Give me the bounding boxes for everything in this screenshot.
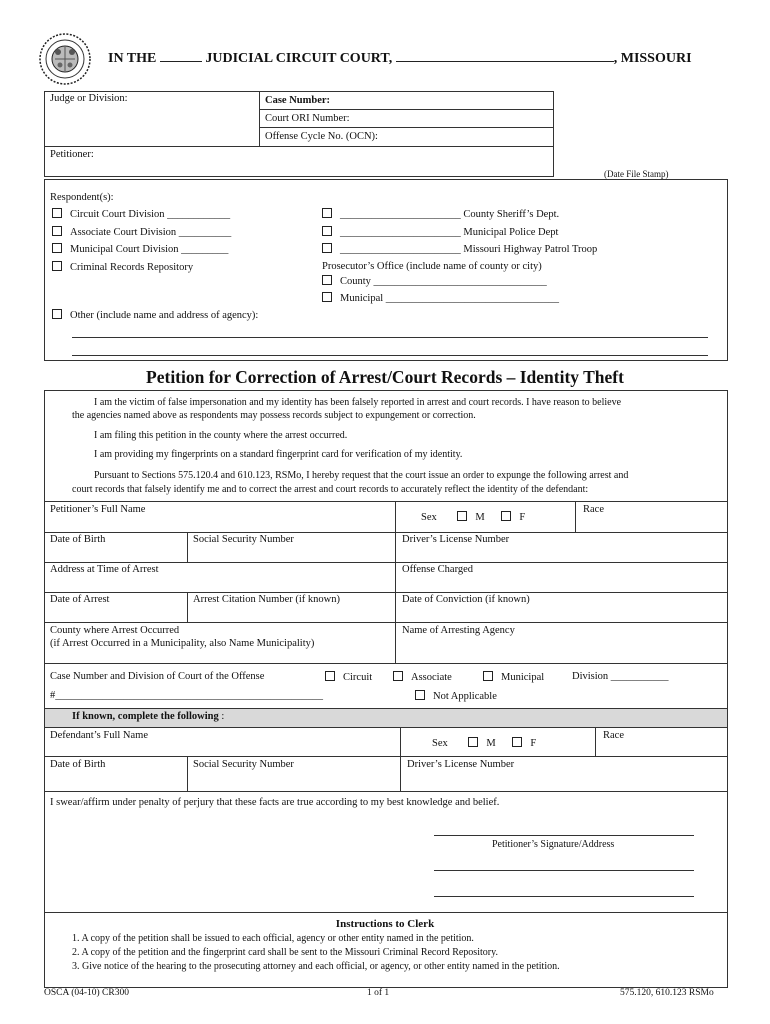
header-prefix: IN THE	[108, 51, 157, 66]
page-number: 1 of 1	[367, 988, 390, 998]
checkbox[interactable]	[52, 208, 62, 218]
statement-4b: court records that falsely identify me and to correct the arrest and court records to accurately reflect the identity of the defendant:	[72, 484, 589, 495]
petitioner-race-label: Race	[583, 504, 604, 515]
prosecutor-county[interactable]: County _________________________________	[322, 275, 547, 287]
checkbox[interactable]	[393, 671, 403, 681]
sex-m-checkbox[interactable]	[457, 511, 467, 521]
statement-1a: I am the victim of false impersonation and my identity has been falsely reported in arrest and court records. I have reason to believe	[94, 397, 622, 408]
arrest-county-sublabel: (if Arrest Occurred in a Municipality, also Name Municipality)	[50, 638, 315, 649]
checkbox[interactable]	[415, 690, 425, 700]
division-field[interactable]: Division ___________	[572, 671, 669, 682]
ocn-label: Offense Cycle No. (OCN):	[265, 131, 378, 142]
checkbox[interactable]	[483, 671, 493, 681]
other-line-1[interactable]	[72, 337, 708, 338]
petitioner-dl-label: Driver’s License Number	[402, 534, 510, 545]
respondent-other[interactable]: Other (include name and address of agency):	[52, 309, 258, 321]
instruction-item: 2. A copy of the petition and the fingerprint card shall be sent to the Missouri Criminal Record Repository.	[72, 947, 498, 958]
instructions-title: Instructions to Clerk	[335, 918, 435, 930]
checkbox[interactable]	[52, 309, 62, 319]
if-known-label: If known, complete the following :	[72, 711, 225, 722]
respondent-police[interactable]: _______________________ Municipal Police Dept	[322, 226, 558, 238]
checkbox[interactable]	[322, 275, 332, 285]
petitioner-sex-field[interactable]: Sex M F	[421, 512, 526, 523]
checkbox[interactable]	[52, 261, 62, 271]
arrest-date-label: Date of Arrest	[50, 594, 110, 605]
defendant-name-label: Defendant’s Full Name	[50, 730, 148, 741]
defendant-ssn-label: Social Security Number	[193, 759, 294, 770]
petitioner-dob-label: Date of Birth	[50, 534, 106, 545]
arresting-agency-label: Name of Arresting Agency	[402, 625, 515, 636]
header-state: , MISSOURI	[613, 51, 692, 66]
conviction-date-label: Date of Conviction (if known)	[402, 594, 530, 605]
respondents-label: Respondent(s):	[50, 192, 114, 203]
case-division-label: Case Number and Division of Court of the Offense	[50, 671, 265, 682]
checkbox[interactable]	[322, 292, 332, 302]
arrest-county-label: County where Arrest Occurred	[50, 625, 180, 636]
checkbox[interactable]	[322, 243, 332, 253]
offense-charged-label: Offense Charged	[402, 564, 474, 575]
missouri-seal-icon	[38, 32, 92, 86]
prosecutor-municipal[interactable]: Municipal _________________________________	[322, 292, 559, 304]
statute-reference: 575.120, 610.123 RSMo	[620, 988, 714, 998]
page-title: Petition for Correction of Arrest/Court Records – Identity Theft	[146, 367, 624, 387]
arrest-address-label: Address at Time of Arrest	[50, 564, 159, 575]
municipal-option[interactable]: Municipal	[483, 671, 544, 683]
statement-2: I am filing this petition in the county where the arrest occurred.	[94, 430, 348, 441]
checkbox[interactable]	[322, 226, 332, 236]
statement-1b: the agencies named above as respondents may possess records subject to expungement or correction.	[72, 410, 476, 421]
petitioner-label: Petitioner:	[50, 149, 94, 160]
address-line-1[interactable]	[434, 870, 694, 871]
form-id: OSCA (04-10) CR300	[44, 988, 129, 998]
respondent-municipal-court[interactable]: Municipal Court Division _________	[52, 243, 228, 255]
respondent-highway-patrol[interactable]: _______________________ Missouri Highway Patrol Troop	[322, 243, 597, 255]
other-line-2[interactable]	[72, 355, 708, 356]
respondent-associate[interactable]: Associate Court Division __________	[52, 226, 231, 238]
not-applicable-option[interactable]: Not Applicable	[415, 690, 497, 702]
checkbox[interactable]	[52, 226, 62, 236]
perjury-statement: I swear/affirm under penalty of perjury that these facts are true according to my best knowledge and belief.	[50, 797, 500, 808]
court-header	[108, 51, 692, 67]
defendant-race-label: Race	[603, 730, 624, 741]
petitioner-ssn-label: Social Security Number	[193, 534, 294, 545]
citation-number-label: Arrest Citation Number (if known)	[193, 594, 340, 605]
instruction-item: 3. Give notice of the hearing to the prosecuting attorney and each official, or agency, or other entity named in the petition.	[72, 961, 560, 972]
instruction-item: 1. A copy of the petition shall be issued to each official, agency or other entity named in the petition.	[72, 933, 474, 944]
respondent-sheriff[interactable]: _______________________ County Sheriff’s Dept.	[322, 208, 559, 220]
checkbox[interactable]	[322, 208, 332, 218]
header-court: JUDICIAL CIRCUIT COURT,	[205, 51, 393, 66]
circuit-option[interactable]: Circuit	[325, 671, 372, 683]
statement-4a: Pursuant to Sections 575.120.4 and 610.123, RSMo, I hereby request that the court issue an order to expunge the following arrest and	[94, 470, 629, 481]
checkbox[interactable]	[52, 243, 62, 253]
checkbox[interactable]	[325, 671, 335, 681]
associate-option[interactable]: Associate	[393, 671, 452, 683]
judge-label: Judge or Division:	[50, 93, 128, 104]
defendant-sex-field[interactable]: Sex M F	[432, 738, 537, 749]
sex-f-checkbox[interactable]	[501, 511, 511, 521]
statement-3: I am providing my fingerprints on a standard fingerprint card for verification of my identity.	[94, 449, 463, 460]
defendant-dob-label: Date of Birth	[50, 759, 106, 770]
defendant-dl-label: Driver’s License Number	[407, 759, 515, 770]
signature-line[interactable]	[434, 835, 694, 836]
signature-label: Petitioner’s Signature/Address	[492, 839, 615, 850]
respondent-circuit[interactable]: Circuit Court Division ____________	[52, 208, 230, 220]
court-ori-label: Court ORI Number:	[265, 113, 350, 124]
def-sex-m-checkbox[interactable]	[468, 737, 478, 747]
case-number-field[interactable]: #___________________________________________________	[50, 690, 323, 701]
address-line-2[interactable]	[434, 896, 694, 897]
prosecutor-label: Prosecutor’s Office (include name of county or city)	[322, 261, 542, 272]
case-number-label: Case Number:	[265, 95, 331, 106]
petitioner-name-label: Petitioner’s Full Name	[50, 504, 146, 515]
file-stamp-label: (Date File Stamp)	[604, 169, 669, 179]
respondent-records-repository[interactable]: Criminal Records Repository	[52, 261, 193, 273]
def-sex-f-checkbox[interactable]	[512, 737, 522, 747]
